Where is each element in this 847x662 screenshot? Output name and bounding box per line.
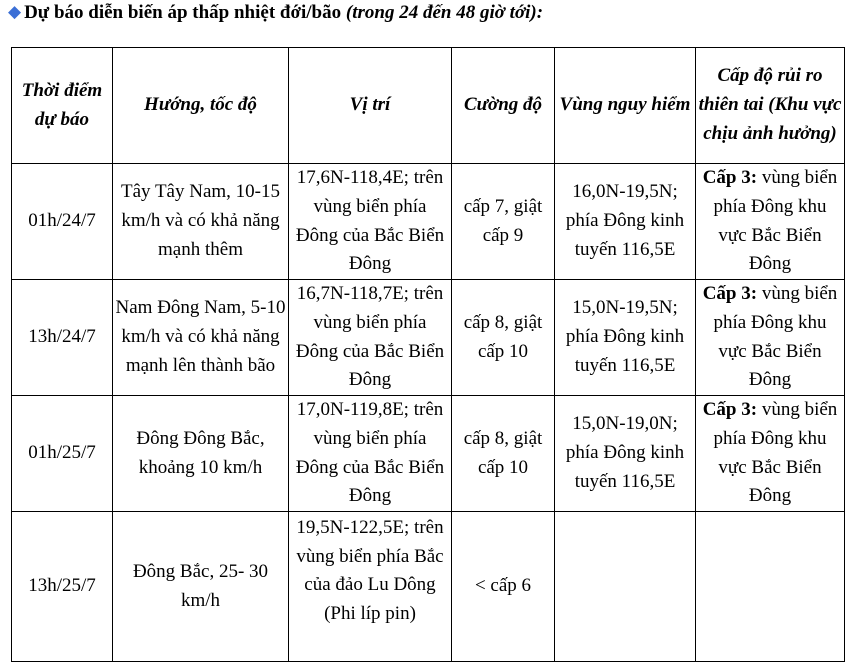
risk-level-label: Cấp 3: — [702, 167, 758, 189]
cell-direction: Nam Đông Nam, 5-10 km/h và có khả năng mạnh lên thành bão — [113, 280, 289, 396]
table-row — [12, 280, 845, 396]
header-position: Vị trí — [289, 48, 452, 164]
cell-time: 13h/24/7 — [12, 280, 113, 396]
cell-danger-zone: 16,0N-19,5N; phía Đông kinh tuyến 116,5E — [555, 164, 696, 280]
cell-time: 01h/25/7 — [12, 396, 113, 512]
cell-risk — [696, 396, 845, 512]
cell-intensity: cấp 8, giật cấp 10 — [452, 396, 555, 512]
cell-position: 16,7N-118,7E; trên vùng biển phía Đông của Bắc Biển Đông — [289, 280, 452, 396]
cell-position: 17,6N-118,4E; trên vùng biển phía Đông của Bắc Biển Đông — [289, 164, 452, 280]
cell-direction: Đông Đông Bắc, khoảng 10 km/h — [113, 396, 289, 512]
cell-risk — [696, 164, 845, 280]
header-danger-zone: Vùng nguy hiểm — [555, 48, 696, 164]
cell-intensity: cấp 7, giật cấp 9 — [452, 164, 555, 280]
forecast-table — [11, 47, 845, 662]
risk-area: vùng biển phía Đông khu vực Bắc Biển Đông — [713, 167, 838, 275]
header-intensity: Cường độ — [452, 48, 555, 164]
cell-danger-zone: 15,0N-19,0N; phía Đông kinh tuyến 116,5E — [555, 396, 696, 512]
cell-direction: Đông Bắc, 25- 30 km/h — [113, 512, 289, 662]
cell-time: 13h/25/7 — [12, 512, 113, 662]
cell-risk — [696, 280, 845, 396]
heading-bold-text: Dự báo diễn biến áp thấp nhiệt đới/bão — [24, 2, 342, 23]
table-row — [12, 512, 845, 662]
diamond-icon: ◆ — [8, 2, 22, 21]
cell-direction: Tây Tây Nam, 10-15 km/h và có khả năng mạnh thêm — [113, 164, 289, 280]
cell-position: 19,5N-122,5E; trên vùng biển phía Bắc của đảo Lu Dông (Phi líp pin) — [289, 512, 452, 662]
table-header-row — [12, 48, 845, 164]
cell-time: 01h/24/7 — [12, 164, 113, 280]
risk-area: vùng biển phía Đông khu vực Bắc Biển Đông — [713, 399, 838, 507]
risk-level-label: Cấp 3: — [702, 283, 758, 305]
cell-danger-zone: 15,0N-19,5N; phía Đông kinh tuyến 116,5E — [555, 280, 696, 396]
table-row — [12, 396, 845, 512]
cell-intensity: cấp 8, giật cấp 10 — [452, 280, 555, 396]
cell-risk — [696, 512, 845, 662]
header-risk-level: Cấp độ rủi ro thiên tai (Khu vực chịu ảnh hưởng) — [696, 48, 845, 164]
cell-danger-zone — [555, 512, 696, 662]
risk-level-label: Cấp 3: — [702, 399, 758, 421]
table-row — [12, 164, 845, 280]
section-heading — [8, 2, 543, 24]
cell-position: 17,0N-119,8E; trên vùng biển phía Đông của Bắc Biển Đông — [289, 396, 452, 512]
risk-area: vùng biển phía Đông khu vực Bắc Biển Đông — [713, 283, 838, 391]
header-direction: Hướng, tốc độ — [113, 48, 289, 164]
cell-intensity: < cấp 6 — [452, 512, 555, 662]
heading-italic-text: (trong 24 đến 48 giờ tới): — [345, 2, 544, 23]
header-time: Thời điểm dự báo — [12, 48, 113, 164]
